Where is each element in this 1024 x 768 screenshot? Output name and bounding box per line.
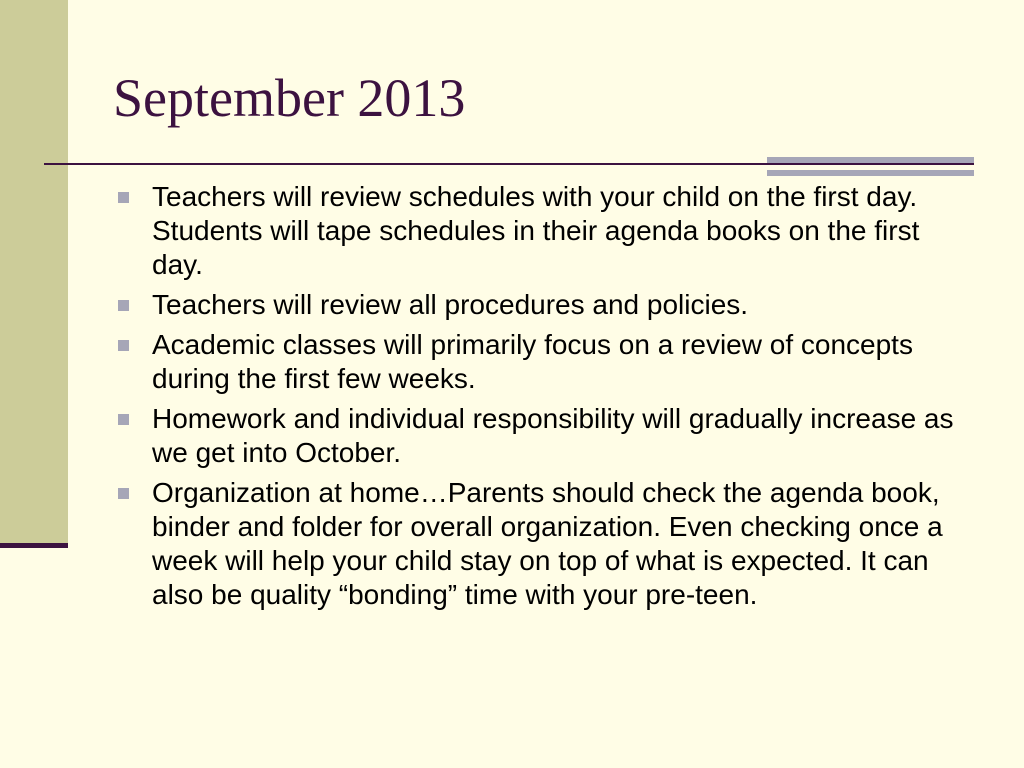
divider-accent-top bbox=[767, 157, 974, 163]
title-divider bbox=[44, 163, 974, 165]
bullet-text: Homework and individual responsibility will gradually increase as we get into October. bbox=[152, 403, 954, 468]
square-bullet-icon bbox=[118, 414, 129, 425]
slide-title: September 2013 bbox=[113, 68, 466, 128]
divider-accent-bottom bbox=[767, 170, 974, 176]
bullet-item bbox=[116, 288, 976, 322]
bullet-list bbox=[116, 180, 976, 618]
bullet-item bbox=[116, 328, 976, 396]
bullet-item bbox=[116, 180, 976, 282]
square-bullet-icon bbox=[118, 488, 129, 499]
left-bar-underline bbox=[0, 543, 68, 548]
bullet-text: Teachers will review all procedures and policies. bbox=[152, 289, 749, 320]
square-bullet-icon bbox=[118, 300, 129, 311]
bullet-text: Teachers will review schedules with your child on the first day. Students will tape schedules in their agenda books on the first day. bbox=[152, 181, 920, 280]
bullet-text: Organization at home…Parents should check the agenda book, binder and folder for overall organization. Even checking once a week will help your child stay on top of what is expected. It can also be quality “bonding” time with your pre-teen. bbox=[152, 477, 943, 610]
square-bullet-icon bbox=[118, 192, 129, 203]
bullet-text: Academic classes will primarily focus on a review of concepts during the first few weeks. bbox=[152, 329, 913, 394]
square-bullet-icon bbox=[118, 340, 129, 351]
bullet-item bbox=[116, 402, 976, 470]
left-decorative-bar bbox=[0, 0, 68, 543]
bullet-item bbox=[116, 476, 976, 612]
